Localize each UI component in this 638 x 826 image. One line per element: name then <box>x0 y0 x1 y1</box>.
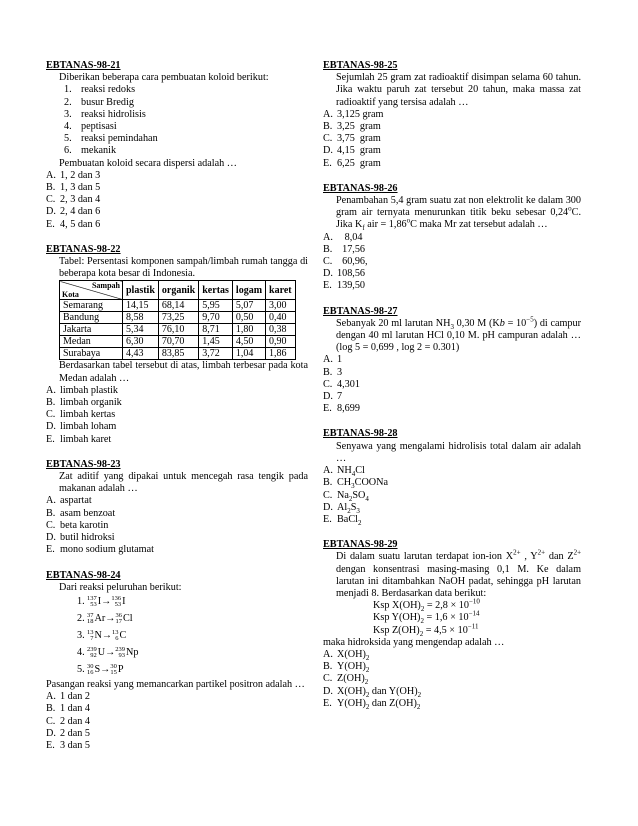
question-28 <box>323 428 581 526</box>
answer-options <box>323 354 581 415</box>
table-row: Jakarta 5,34 76,10 8,71 1,80 0,38 <box>60 324 296 336</box>
answer-option: D. 2 dan 5 <box>46 727 90 739</box>
answer-options <box>46 385 308 446</box>
answer-option: D. $Al_2S_3$ <box>323 501 360 515</box>
answer-options <box>46 495 308 556</box>
answer-options <box>323 109 581 170</box>
table-row: Semarang 14,15 68,14 5,95 5,07 3,00 <box>60 300 296 312</box>
answer-options <box>323 232 581 293</box>
answer-option: C. $Na_2SO_4$ <box>323 489 369 503</box>
answer-option: D. 7 <box>323 391 343 403</box>
list-item: 4. peptisasi <box>64 121 117 133</box>
question-header: EBTANAS-98-29 <box>323 539 398 551</box>
ksp-list <box>323 597 581 638</box>
answer-option: B. $CH_3COONa$ <box>323 477 389 491</box>
column-header: karet <box>266 281 296 300</box>
question-text: Pembuatan koloid secara dispersi adalah … <box>59 157 237 169</box>
answer-options <box>46 170 308 231</box>
question-22 <box>46 244 308 446</box>
answer-option: E. BaCl$_2$ <box>323 513 362 527</box>
question-header: EBTANAS-98-26 <box>323 182 398 194</box>
question-stem: Tabel: Persentasi komponen sampah/limbah rumah tangga di beberapa kota besar di Indonesia. <box>59 256 308 280</box>
question-header: EBTANAS-98-28 <box>323 428 398 440</box>
answer-option: B. 3 <box>323 366 343 378</box>
answer-options <box>323 465 581 526</box>
list-item: 3. reaksi hidrolisis <box>64 108 146 120</box>
answer-option: B. $Y(OH)_2$ <box>323 661 370 675</box>
answer-option: A. 8,04 <box>323 231 363 243</box>
question-text: Berdasarkan tabel tersebut di atas, limbah terbesar pada kota Medan adalah … <box>59 360 308 384</box>
list-item: 1. reaksi redoks <box>64 84 136 96</box>
answer-options <box>323 649 581 710</box>
reaction: 1. 137 53 I → 136 53 I <box>77 594 126 609</box>
question-stem: Penambahan 5,4 gram suatu zat non elektrolit ke dalam 300 gram air ternyata menurunkan titik beku sebesar 0,24$^o$C. Jika $K_f$ air = $1,86^oC$ maka Mr zat tersebut adalah … <box>336 195 581 233</box>
question-header: EBTANAS-98-24 <box>46 569 121 581</box>
reaction: 3. 13 7 N → 13 6 C <box>77 628 127 643</box>
answer-option: C. limbah kertas <box>46 409 116 421</box>
reaction: 2. 37 18 Ar → 36 17 Cl <box>77 611 133 626</box>
table-header-row <box>60 281 296 300</box>
left-column <box>46 60 308 765</box>
question-stem: Senyawa yang mengalami hidrolisis total dalam air adalah … <box>336 440 581 464</box>
answer-option: A. limbah plastik <box>46 384 119 396</box>
question-29 <box>323 539 581 710</box>
answer-option: A. $X(OH)_2$ <box>323 648 370 662</box>
answer-option: B. 1, 3 dan 5 <box>46 182 101 194</box>
answer-option: D. $X(OH)_2$ dan $Y(OH)_2$ <box>323 685 422 699</box>
reaction-list <box>46 594 308 679</box>
question-text: Pasangan reaksi yang memancarkan partikel positron adalah … <box>46 678 305 690</box>
answer-option: B. 1 dan 4 <box>46 703 90 715</box>
answer-option: E. 4, 5 dan 6 <box>46 218 101 230</box>
table-row: Surabaya 4,43 83,85 3,72 1,04 1,86 <box>60 348 296 360</box>
answer-option: B. asam benzoat <box>46 507 116 519</box>
column-header: organik <box>158 281 198 300</box>
answer-options <box>46 691 308 752</box>
right-column <box>323 60 581 723</box>
table-corner-cell: Sampah Kota <box>60 281 123 300</box>
ksp-item: Ksp $X(OH)_2 = 2,8 \times 10^{-10}$ <box>373 597 480 614</box>
answer-option: E. 3 dan 5 <box>46 739 90 751</box>
waste-table <box>59 280 296 360</box>
list-item: 5. reaksi pemindahan <box>64 133 158 145</box>
answer-option: E. 6,25 gram <box>323 157 381 169</box>
question-stem: Di dalam suatu larutan terdapat ion-ion $X^{2+}$ , $Y^{2+}$ dan $Z^{2+}$ dengan konsentrasi masing-masing 0,1 M. Ke dalam larutan ini ditambahkan NaOH padat, sehingga pH larutan menjadi 8. Berdasarkan data berikut: <box>336 548 582 599</box>
answer-option: A. 1 dan 2 <box>46 691 90 703</box>
answer-option: A. 1, 2 dan 3 <box>46 169 101 181</box>
question-21 <box>46 60 308 231</box>
answer-option: C. $Z(OH)_2$ <box>323 673 369 687</box>
question-text: maka hidroksida yang mengendap adalah … <box>323 636 505 648</box>
reaction: 4. 239 92 U → 239 93 Np <box>77 645 139 660</box>
column-header: logam <box>232 281 265 300</box>
answer-option: A. 1 <box>323 354 343 366</box>
column-header: kertas <box>199 281 233 300</box>
ksp-item: Ksp $Y(OH)_2 = 1,6 \times 10^{-14}$ <box>373 609 480 626</box>
answer-option: D. limbah loham <box>46 421 117 433</box>
answer-option: D. 2, 4 dan 6 <box>46 206 101 218</box>
answer-option: E. mono sodium glutamat <box>46 544 154 556</box>
question-stem: Sejumlah 25 gram zat radioaktif disimpan selama 60 tahun. Jika waktu paruh zat tersebut 20 tahun, maka massa zat radioaktif yang tersisa adalah … <box>336 72 581 108</box>
answer-option: E. $Y(OH)_2$ dan $Z(OH)_2$ <box>323 697 421 711</box>
answer-option: C. 60,96, <box>323 256 368 268</box>
question-24 <box>46 570 308 753</box>
question-stem: Diberikan beberapa cara pembuatan koloid berikut: <box>59 72 269 84</box>
column-header: plastik <box>123 281 159 300</box>
list-item: 6. mekanik <box>64 145 117 157</box>
answer-option: D. 108,56 <box>323 268 366 280</box>
question-header: EBTANAS-98-22 <box>46 243 121 255</box>
answer-option: C. 4,301 <box>323 378 360 390</box>
answer-option: C. 2 dan 4 <box>46 715 90 727</box>
method-list <box>46 84 308 157</box>
question-stem: Sebanyak 20 ml larutan $NH_3$ 0,30 M $(Kb = 10^{-5})$ di campur dengan 40 ml larutan HCl 0,10 M. pH campuran adalah … (log 5 = 0,699 , log 2 = 0.301) <box>336 315 582 354</box>
question-header: EBTANAS-98-27 <box>323 305 398 317</box>
answer-option: E. limbah karet <box>46 433 112 445</box>
answer-option: A. aspartat <box>46 495 92 507</box>
question-header: EBTANAS-98-25 <box>323 60 398 71</box>
answer-option: B. 3,25 gram <box>323 121 381 133</box>
question-stem: Dari reaksi peluruhan berikut: <box>59 581 182 593</box>
table-row: Medan 6,30 70,70 1,45 4,50 0,90 <box>60 336 296 348</box>
answer-option: C. 2, 3 dan 4 <box>46 194 101 206</box>
table-row: Bandung 8,58 73,25 9,70 0,50 0,40 <box>60 312 296 324</box>
question-header: EBTANAS-98-21 <box>46 60 121 71</box>
answer-option: A. $NH_4Cl$ <box>323 465 365 479</box>
answer-option: C. 3,75 gram <box>323 133 381 145</box>
question-27 <box>323 306 581 416</box>
answer-option: A. 3,125 gram <box>323 108 384 120</box>
answer-option: B. limbah organik <box>46 397 122 409</box>
answer-option: D. 4,15 gram <box>323 145 381 157</box>
answer-option: C. beta karotin <box>46 519 109 531</box>
answer-option: D. butil hidroksi <box>46 532 115 544</box>
ksp-item: Ksp $Z(OH)_2 = 4,5 \times 10^{-11}$ <box>373 622 479 638</box>
reaction: 5. 30 16 S → 30 15 P <box>77 662 124 677</box>
question-header: EBTANAS-98-23 <box>46 458 121 470</box>
question-23 <box>46 459 308 557</box>
list-item: 2. busur Bredig <box>64 96 134 108</box>
question-25 <box>323 60 581 170</box>
answer-option: E. 8,699 <box>323 403 360 415</box>
question-26 <box>323 183 581 293</box>
answer-option: B. 17,56 <box>323 243 366 255</box>
answer-option: E. 139,50 <box>323 280 366 292</box>
question-stem: Zat aditif yang dipakai untuk mencegah rasa tengik pada makanan adalah … <box>59 471 308 495</box>
